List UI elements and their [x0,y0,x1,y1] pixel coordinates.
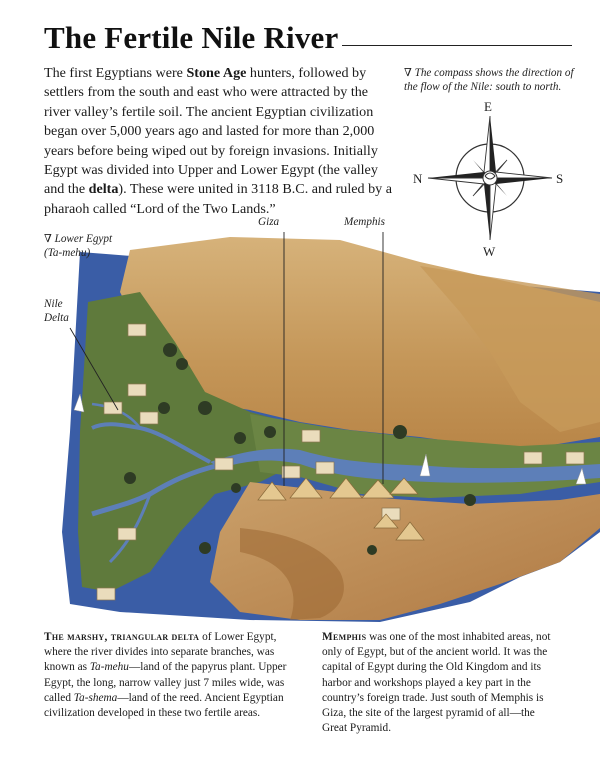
memphis-label: Memphis [344,216,386,228]
nile-delta-label-line1: Nile [44,298,63,310]
intro-text-1: The first Egyptians were [44,65,187,81]
memphis-description-text: was one of the most inhabited areas, not only of Egypt, but of the ancient world. It was the capital of Egypt during the Old Kingdom and its harbor and workshops played a key part in the country’s foreign trade. Just south of Memphis is Giza, the site of the largest pyramid of all—the Great Pyramid. [322,631,551,735]
delta-pointer [70,328,118,410]
compass-letter-w: W [483,244,496,259]
page-title: The Fertile Nile River [44,20,339,55]
delta-description-text-2: —land of the papyrus plant. Upper Egypt, the long, narrow valley just 7 miles wide, was called [44,661,287,704]
memphis-description-lead: Memphis [322,631,367,643]
intro-bold-delta: delta [88,181,119,198]
intro-bold-stone-age: Stone Age [186,65,247,81]
lower-egypt-label-line1: ∇ Lower Egypt [44,233,113,245]
delta-description-text-3: —land of the reed. Ancient Egyptian civilization developed in these two fertile areas. [44,691,284,720]
compass-caption: ∇ The compass shows the direction of the flow of the Nile: south to north. [404,67,574,93]
lower-egypt-label-line2: (Ta-mehu) [44,247,91,259]
delta-description [44,630,294,721]
compass-letter-e: E [484,99,492,114]
delta-description-ta-mehu: Ta-mehu [89,661,129,674]
nile-delta-label-line2: Delta [44,312,69,324]
memphis-description [322,630,562,736]
delta-description-text-1: of Lower Egypt, where the river divides into separate branches, was known as [44,631,277,674]
intro-text-3: ). These were united in 3118 B.C. and ruled by a pharaoh called “Lord of the Two Lands.” [44,181,392,217]
compass-letter-n: N [413,171,423,186]
intro-text-2: hunters, followed by settlers from the south and east who were attracted by the river valley’s fertile soil. The ancient Egyptian civilization began over 5,000 years ago and lasted for more than 2,000 years before being wiped out by foreign invasions. Initially Egypt was divided into Upper and Lower Egypt (the valley and the [44,65,378,198]
compass-letter-s: S [556,171,564,186]
delta-description-ta-shema: Ta-shema [73,691,118,704]
delta-description-lead: The marshy, triangular delta [44,631,200,643]
giza-label: Giza [258,216,280,228]
